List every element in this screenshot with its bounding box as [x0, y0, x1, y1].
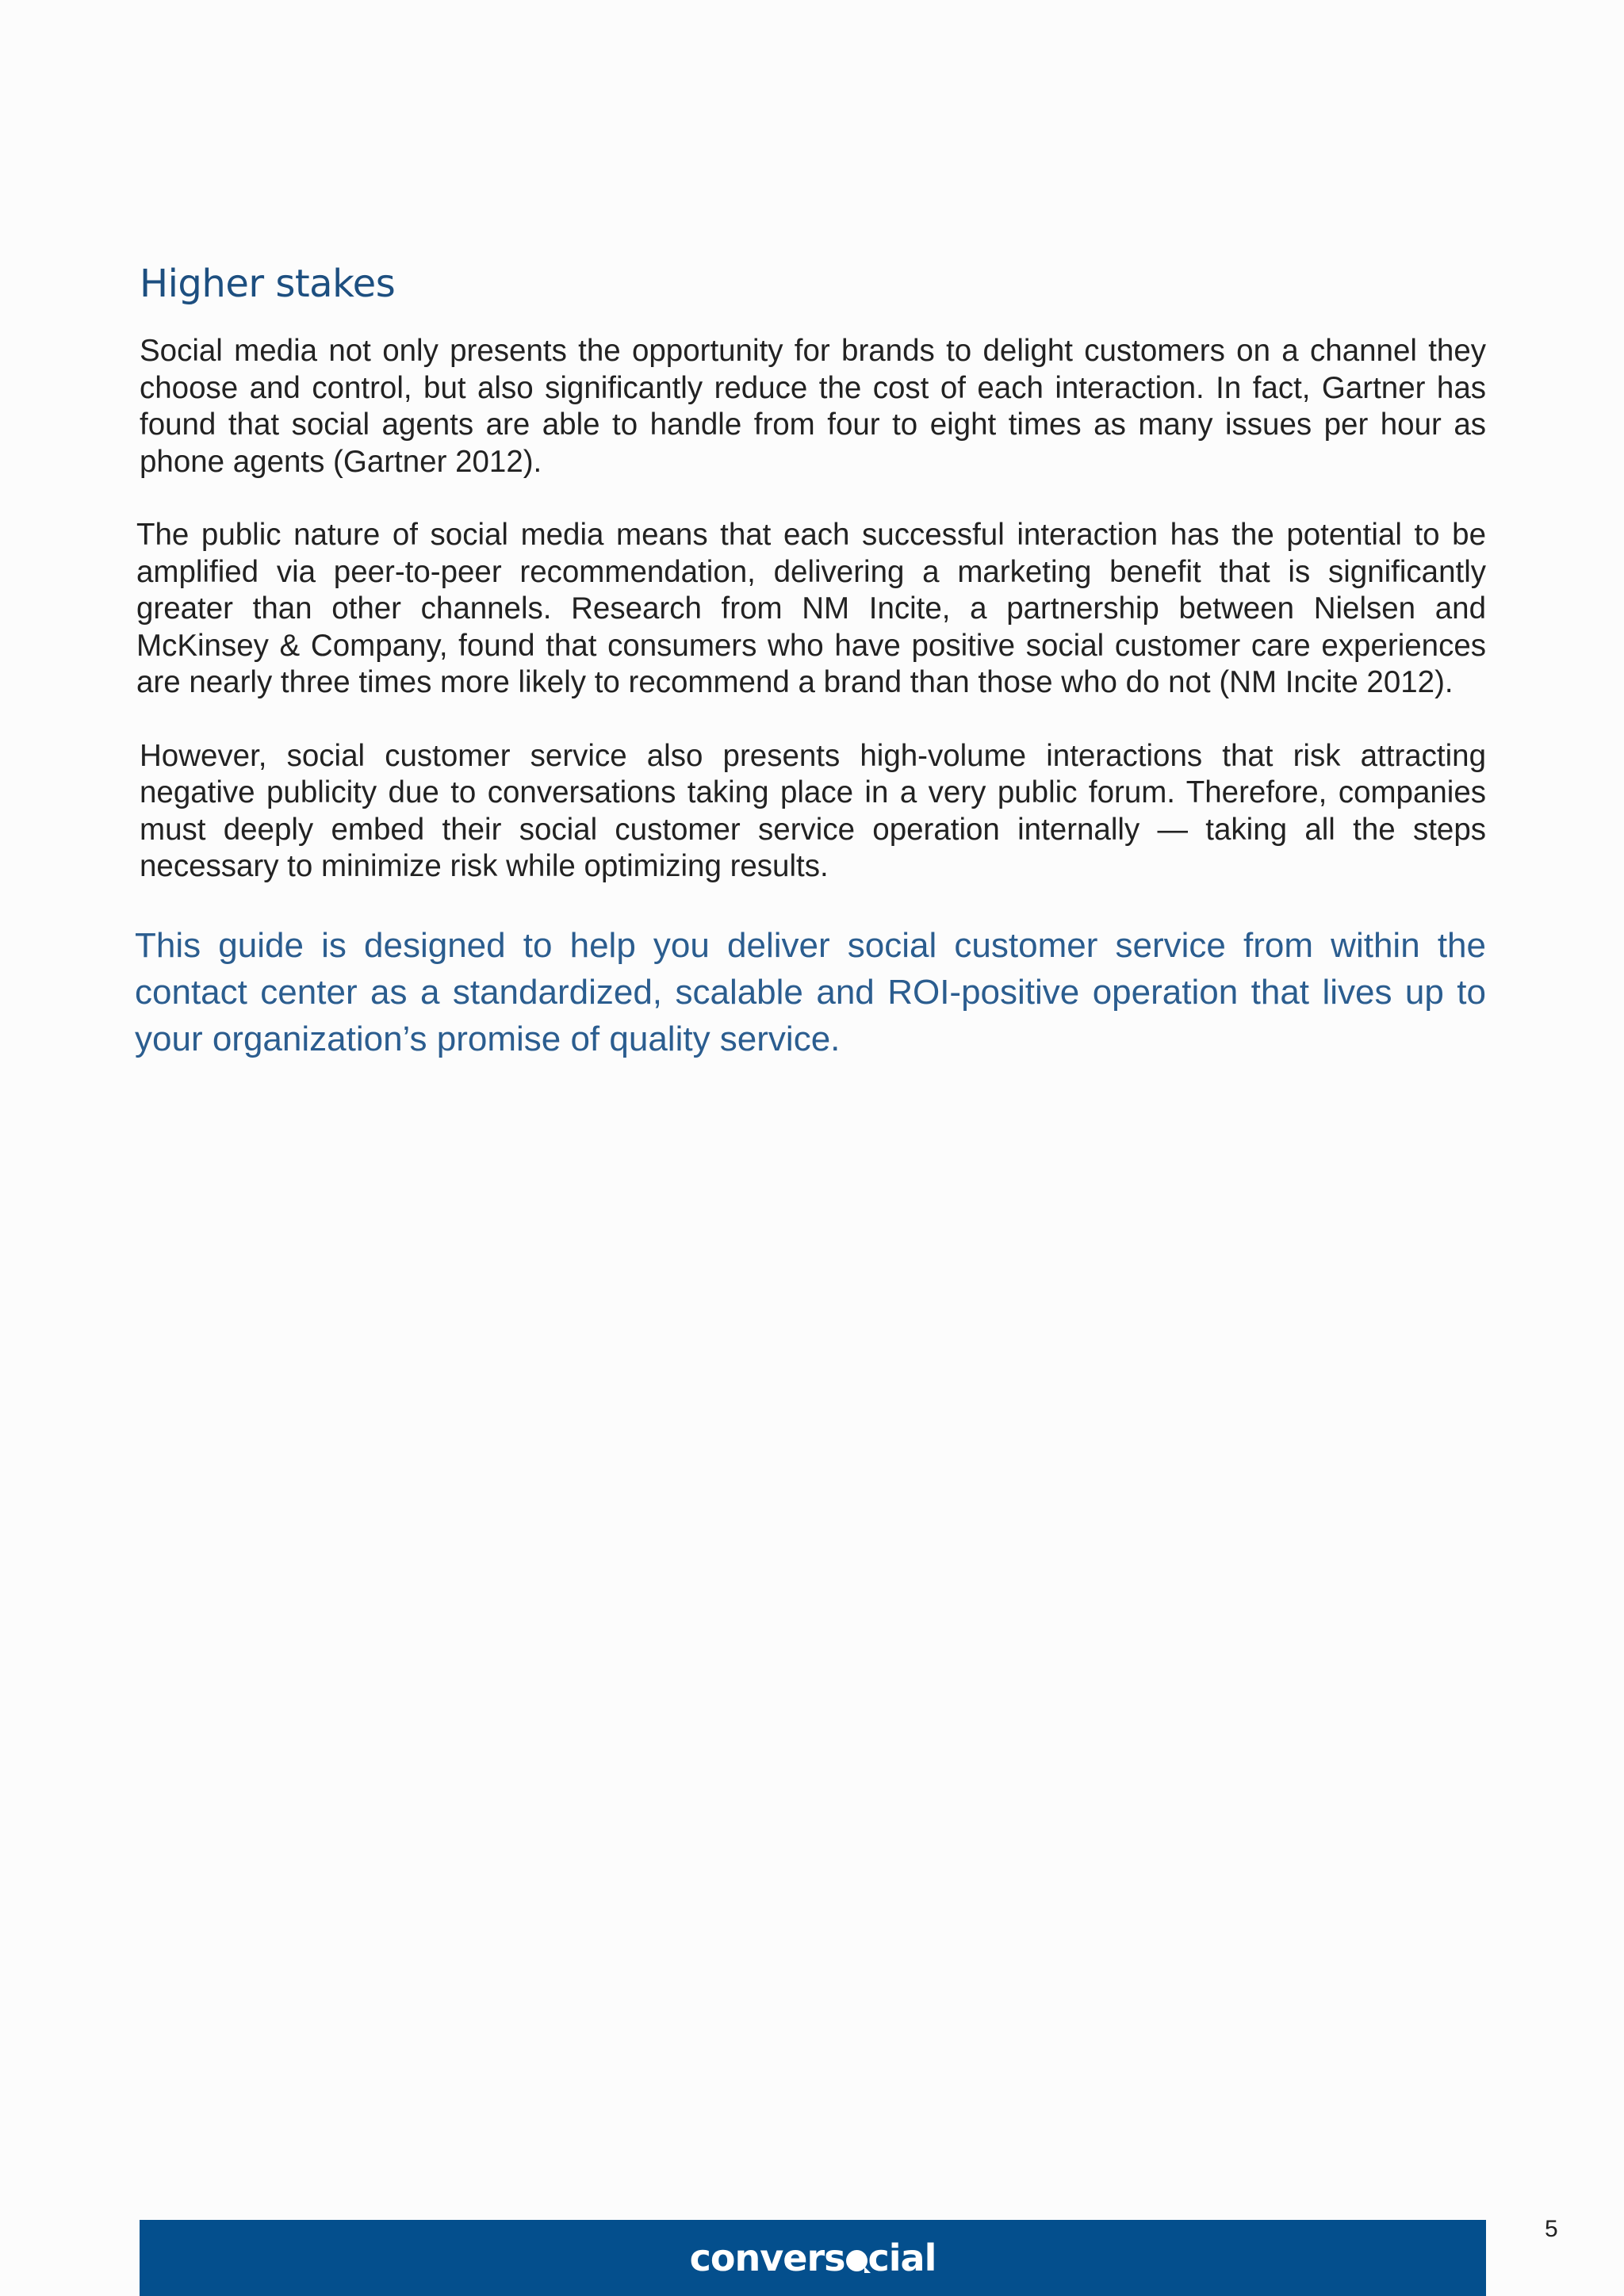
conversocial-logo [690, 2237, 936, 2279]
paragraph-1: Social media not only presents the opportunity for brands to delight customers on a channel they choose and control, but also significantly reduce the cost of each interaction. In fact, Gartner has found that social agents are able to handle from four to eight times as many issues per hour as phone agents (Gartner 2012). [140, 334, 1486, 479]
main-content [135, 262, 1486, 1062]
paragraph-3: However, social customer service also presents high-volume interactions that risk attracting negative publicity due to conversations taking place in a very public forum. Therefore, companies must deeply embed their social customer service operation internally — taking all the steps necessary to minimize risk while optimizing results. [140, 738, 1486, 883]
page-number: 5 [1545, 2216, 1558, 2242]
logo-text-end: cial [868, 2237, 936, 2279]
logo-text-start: convers [689, 2237, 845, 2279]
footer-bar [140, 2220, 1486, 2296]
section-heading: Higher stakes [140, 262, 396, 306]
paragraph-2: The public nature of social media means that each successful interaction has the potential to be amplified via peer-to-peer recommendation, delivering a marketing benefit that is significantly greater than other channels. Research from NM Incite, a partnership between Nielsen and McKinsey & Company, found that consumers who have positive social customer care experiences are nearly three times more likely to recommend a brand than those who do not (NM Incite 2012). [136, 518, 1486, 699]
callout-text: This guide is designed to help you deliver social customer service from within the contact center as a standardized, scalable and ROI-positive operation that lives up to your organization’s promise of quality service. [135, 925, 1486, 1058]
speech-bubble-icon [846, 2250, 868, 2271]
